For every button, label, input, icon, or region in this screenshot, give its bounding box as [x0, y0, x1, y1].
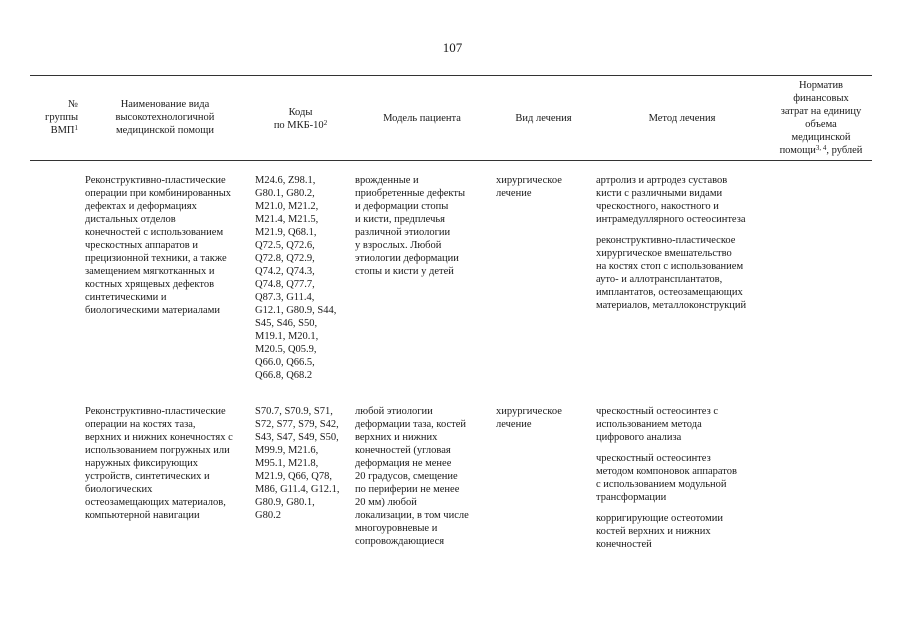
table-top-rule	[30, 75, 872, 76]
row2-methods: чрескостный остеосинтез с использованием метода цифрового анализа чрескостный остеосинтез методом компоновок аппаратов с использованием модульной трансформации корригирующие остеотомии костей верхних и нижних конечностей	[596, 406, 737, 550]
row2-name: Реконструктивно-пластические операции на костях таза, верхних и нижних конечностях с использованием погружных или наружных фиксирующих устройств, синтетических и биологических остеозамещающих материалов, компьютерной навигации	[85, 406, 233, 521]
row1-model: врожденные и приобретенные дефекты и деформации стопы и кисти, предплечья различной этиологии у взрослых. Любой этиологии деформации стопы и кисти у детей	[355, 175, 466, 277]
header-codes: Коды по МКБ-$10^2$	[273, 107, 328, 131]
row1-codes: M24.6, Z98.1, G80.1, G80.2, M21.0, M21.2, M21.4, M21.5, M21.9, Q68.1, Q72.5, Q72.6, Q72.8, Q72.9, Q74.2, Q74.3, Q74.8, Q77.7, Q87.3, G11.4, G12.1, G80.9, S44, S45, S46, S50, M19.1, M20.1, M20.5, Q05.9, Q66.0, Q66.5, Q66.8, Q68.2	[255, 175, 337, 381]
header-model: Модель пациента	[383, 113, 461, 124]
header-name: Наименование вида высокотехнологичной медицинской помощи	[115, 99, 215, 136]
row1-name: Реконструктивно-пластические операции при комбинированных дефектах и деформациях дистальных отделов конечностей с использованием чрескостных аппаратов и прецизионной техники, а также замещением мягкотканных и костных хрящевых дефектов синтетическими и биологическими материалами	[85, 175, 232, 316]
header-method: Метод лечения	[648, 113, 716, 124]
header-group-no: № группы ВМП$^1$	[45, 99, 78, 136]
row2-treatment: хирургическое лечение	[496, 406, 562, 430]
header-treatment-type: Вид лечения	[515, 113, 572, 124]
header-norm: Норматив финансовых затрат на единицу объема медицинской помощи$^{3, 4}$, рублей	[779, 80, 863, 156]
row1-methods: артролиз и артродез суставов кисти с различными видами чрескостного, накостного и интрамедуллярного остеосинтеза реконструктивно-пластическое хирургическое вмешательство на костях стоп с использованием ауто- и аллотрансплантатов, имплантатов, остеозамещающих материалов, металлоконструкций	[596, 175, 747, 311]
header-bottom-rule	[30, 160, 872, 161]
row2-model: любой этиологии деформации таза, костей верхних и нижних конечностей (угловая деформация не менее 20 градусов, смещение по периферии не менее 20 мм) любой локализации, в том числе многоуровневые и сопровождающиеся	[355, 406, 469, 547]
row1-treatment: хирургическое лечение	[496, 175, 562, 199]
row2-codes: S70.7, S70.9, S71, S72, S77, S79, S42, S43, S47, S49, S50, M99.9, M21.6, M95.1, M21.8, M21.9, Q66, Q78, M86, G11.4, G12.1, G80.9, G80.1, G80.2	[255, 406, 340, 521]
page-number: 107	[442, 40, 463, 55]
